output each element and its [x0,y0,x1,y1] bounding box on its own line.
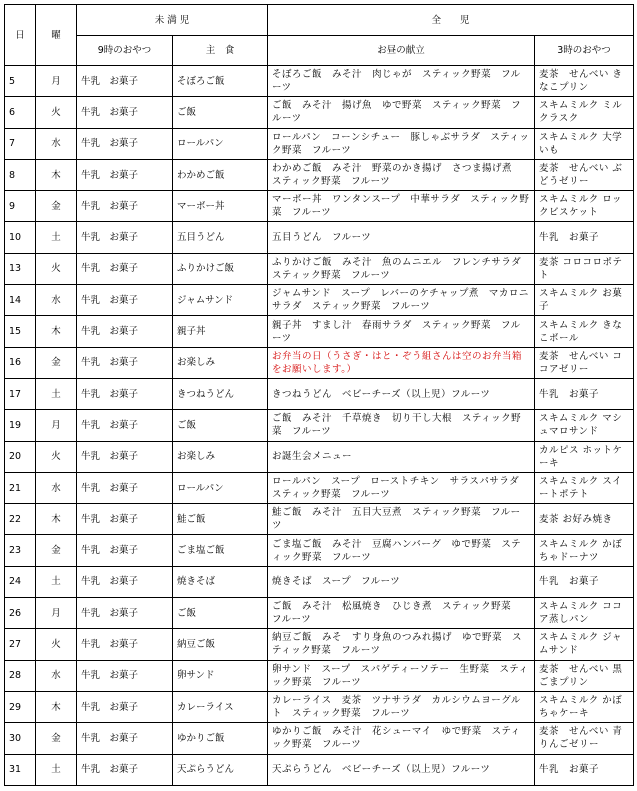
day-cell: 23 [5,535,36,566]
snack9-cell: 牛乳 お菓子 [77,723,173,754]
snack9-cell: 牛乳 お菓子 [77,128,173,159]
staple-cell: わかめご飯 [173,159,268,190]
day-cell: 16 [5,347,36,378]
header-weekday: 曜 [36,5,77,66]
lunch-cell: 天ぷらうどん ベビーチーズ（以上児）フルーツ [268,754,535,785]
day-cell: 15 [5,316,36,347]
header-lunch: お昼の献立 [268,36,535,66]
table-row [5,191,634,222]
snack3-cell: スキムミルク かぼちゃケーキ [535,691,634,722]
weekday-cell: 水 [36,660,77,691]
weekday-cell: 月 [36,66,77,97]
weekday-cell: 月 [36,598,77,629]
lunch-cell: きつねうどん ベビーチーズ（以上児）フルーツ [268,378,535,409]
snack3-cell: 麦茶 コロコロポテト [535,253,634,284]
day-cell: 28 [5,660,36,691]
lunch-cell: お弁当の日（うさぎ・はと・ぞう組さんは空のお弁当箱をお願いします。） [268,347,535,378]
staple-cell: カレーライス [173,691,268,722]
table-row [5,378,634,409]
snack3-cell: 麦茶 せんべい きなこプリン [535,66,634,97]
header-row-sub [5,36,634,66]
day-cell: 20 [5,441,36,472]
day-cell: 27 [5,629,36,660]
weekday-cell: 木 [36,159,77,190]
day-cell: 9 [5,191,36,222]
header-staple: 主 食 [173,36,268,66]
header-row-top [5,5,634,36]
table-row [5,472,634,503]
snack3-cell: スキムミルク 大学いも [535,128,634,159]
menu-body [5,66,634,786]
lunch-cell: 親子丼 すまし汁 春雨サラダ スティック野菜 フルーツ [268,316,535,347]
snack3-cell: スキムミルク ミルクラスク [535,97,634,128]
table-row [5,629,634,660]
staple-cell: 焼きそば [173,566,268,597]
staple-cell: 五目うどん [173,222,268,253]
staple-cell: 卵サンド [173,660,268,691]
weekday-cell: 木 [36,691,77,722]
lunch-cell: わかめご飯 みそ汁 野菜のかき揚げ さつま揚げ煮 スティック野菜 フルーツ [268,159,535,190]
weekday-cell: 火 [36,253,77,284]
day-cell: 22 [5,504,36,535]
snack3-cell: スキムミルク マシュマロサンド [535,410,634,441]
table-row [5,97,634,128]
staple-cell: ご飯 [173,598,268,629]
snack3-cell: 麦茶 せんべい ぶどうゼリー [535,159,634,190]
snack9-cell: 牛乳 お菓子 [77,691,173,722]
snack9-cell: 牛乳 お菓子 [77,378,173,409]
weekday-cell: 水 [36,128,77,159]
snack3-cell: 麦茶 せんべい ココアゼリー [535,347,634,378]
staple-cell: お楽しみ [173,347,268,378]
lunch-cell: ご飯 みそ汁 揚げ魚 ゆで野菜 スティック野菜 フルーツ [268,97,535,128]
staple-cell: 天ぷらうどん [173,754,268,785]
table-row [5,128,634,159]
snack9-cell: 牛乳 お菓子 [77,754,173,785]
snack3-cell: スキムミルク スイートポテト [535,472,634,503]
header-all: 全 児 [268,5,634,36]
lunch-cell: 焼きそば スープ フルーツ [268,566,535,597]
weekday-cell: 水 [36,472,77,503]
header-day: 日 [5,5,36,66]
table-row [5,754,634,785]
staple-cell: ロールパン [173,128,268,159]
snack9-cell: 牛乳 お菓子 [77,660,173,691]
weekday-cell: 木 [36,504,77,535]
table-row [5,691,634,722]
snack9-cell: 牛乳 お菓子 [77,66,173,97]
table-row [5,253,634,284]
lunch-cell: ふりかけご飯 みそ汁 魚のムニエル フレンチサラダ スティック野菜 フルーツ [268,253,535,284]
snack3-cell: 牛乳 お菓子 [535,566,634,597]
snack3-cell: スキムミルク お菓子 [535,285,634,316]
snack9-cell: 牛乳 お菓子 [77,159,173,190]
snack3-cell: 麦茶 お好み焼き [535,504,634,535]
lunch-cell: ジャムサンド スープ レバーのケチャップ煮 マカロニサラダ スティック野菜 フルーツ [268,285,535,316]
table-row [5,159,634,190]
snack9-cell: 牛乳 お菓子 [77,347,173,378]
table-row [5,316,634,347]
snack3-cell: スキムミルク ココア蒸しパン [535,598,634,629]
staple-cell: ご飯 [173,97,268,128]
snack3-cell: カルピス ホットケーキ [535,441,634,472]
snack9-cell: 牛乳 お菓子 [77,191,173,222]
table-row [5,535,634,566]
lunch-cell: 五目うどん フルーツ [268,222,535,253]
staple-cell: マーボー丼 [173,191,268,222]
day-cell: 21 [5,472,36,503]
lunch-cell: お誕生会メニュー [268,441,535,472]
snack9-cell: 牛乳 お菓子 [77,222,173,253]
lunch-cell: ご飯 みそ汁 千草焼き 切り干し大根 スティック野菜 フルーツ [268,410,535,441]
snack3-cell: スキムミルク ジャムサンド [535,629,634,660]
weekday-cell: 金 [36,347,77,378]
header-snack9: 9時のおやつ [77,36,173,66]
day-cell: 31 [5,754,36,785]
snack9-cell: 牛乳 お菓子 [77,504,173,535]
day-cell: 13 [5,253,36,284]
weekday-cell: 土 [36,566,77,597]
snack9-cell: 牛乳 お菓子 [77,472,173,503]
staple-cell: きつねうどん [173,378,268,409]
table-row [5,66,634,97]
lunch-menu-table [4,4,634,786]
snack3-cell: スキムミルク きなこボール [535,316,634,347]
lunch-cell: マーボー丼 ワンタンスープ 中華サラダ スティック野菜 フルーツ [268,191,535,222]
staple-cell: ゆかりご飯 [173,723,268,754]
weekday-cell: 火 [36,629,77,660]
day-cell: 24 [5,566,36,597]
day-cell: 30 [5,723,36,754]
table-row [5,598,634,629]
staple-cell: 親子丼 [173,316,268,347]
lunch-cell: ロールパン スープ ローストチキン サラスパサラダ スティック野菜 フルーツ [268,472,535,503]
staple-cell: ロールパン [173,472,268,503]
table-row [5,660,634,691]
day-cell: 5 [5,66,36,97]
table-row [5,723,634,754]
weekday-cell: 月 [36,410,77,441]
weekday-cell: 金 [36,723,77,754]
staple-cell: 納豆ご飯 [173,629,268,660]
table-row [5,347,634,378]
staple-cell: ふりかけご飯 [173,253,268,284]
snack9-cell: 牛乳 お菓子 [77,441,173,472]
weekday-cell: 土 [36,378,77,409]
weekday-cell: 火 [36,97,77,128]
weekday-cell: 水 [36,285,77,316]
day-cell: 17 [5,378,36,409]
snack9-cell: 牛乳 お菓子 [77,566,173,597]
snack3-cell: 麦茶 せんべい 黒ごまプリン [535,660,634,691]
day-cell: 6 [5,97,36,128]
staple-cell: ご飯 [173,410,268,441]
weekday-cell: 火 [36,441,77,472]
staple-cell: お楽しみ [173,441,268,472]
lunch-cell: ゆかりご飯 みそ汁 花シューマイ ゆで野菜 スティック野菜 フルーツ [268,723,535,754]
lunch-cell: ご飯 みそ汁 松風焼き ひじき煮 スティック野菜 フルーツ [268,598,535,629]
day-cell: 26 [5,598,36,629]
header-snack3: 3時のおやつ [535,36,634,66]
snack3-cell: 麦茶 せんべい 青りんごゼリー [535,723,634,754]
snack3-cell: スキムミルク ロックビスケット [535,191,634,222]
day-cell: 19 [5,410,36,441]
snack9-cell: 牛乳 お菓子 [77,598,173,629]
table-row [5,410,634,441]
header-under3: 未 満 児 [77,5,268,36]
staple-cell: ジャムサンド [173,285,268,316]
staple-cell: 鮭ご飯 [173,504,268,535]
staple-cell: ごま塩ご飯 [173,535,268,566]
snack3-cell: 牛乳 お菓子 [535,754,634,785]
weekday-cell: 土 [36,222,77,253]
snack9-cell: 牛乳 お菓子 [77,410,173,441]
lunch-cell: 納豆ご飯 みそ すり身魚のつみれ揚げ ゆで野菜 スティック野菜 フルーツ [268,629,535,660]
snack9-cell: 牛乳 お菓子 [77,535,173,566]
weekday-cell: 金 [36,191,77,222]
day-cell: 7 [5,128,36,159]
weekday-cell: 土 [36,754,77,785]
day-cell: 10 [5,222,36,253]
snack3-cell: スキムミルク かぼちゃドーナツ [535,535,634,566]
day-cell: 14 [5,285,36,316]
staple-cell: そぼろご飯 [173,66,268,97]
snack3-cell: 牛乳 お菓子 [535,378,634,409]
lunch-cell: 鮭ご飯 みそ汁 五目大豆煮 スティック野菜 フルーツ [268,504,535,535]
lunch-cell: 卵サンド スープ スパゲティーソテー 生野菜 スティック野菜 フルーツ [268,660,535,691]
lunch-cell: ごま塩ご飯 みそ汁 豆腐ハンバーグ ゆで野菜 スティック野菜 フルーツ [268,535,535,566]
table-row [5,441,634,472]
weekday-cell: 金 [36,535,77,566]
weekday-cell: 木 [36,316,77,347]
snack9-cell: 牛乳 お菓子 [77,316,173,347]
snack9-cell: 牛乳 お菓子 [77,285,173,316]
table-row [5,504,634,535]
snack9-cell: 牛乳 お菓子 [77,97,173,128]
lunch-cell: カレーライス 麦茶 ツナサラダ カルシウムヨーグルト スティック野菜 フルーツ [268,691,535,722]
table-row [5,566,634,597]
day-cell: 29 [5,691,36,722]
table-row [5,222,634,253]
lunch-cell: そぼろご飯 みそ汁 肉じゃが スティック野菜 フルーツ [268,66,535,97]
lunch-cell: ロールパン コーンシチュー 豚しゃぶサラダ スティック野菜 フルーツ [268,128,535,159]
snack9-cell: 牛乳 お菓子 [77,629,173,660]
table-row [5,285,634,316]
snack3-cell: 牛乳 お菓子 [535,222,634,253]
snack9-cell: 牛乳 お菓子 [77,253,173,284]
day-cell: 8 [5,159,36,190]
